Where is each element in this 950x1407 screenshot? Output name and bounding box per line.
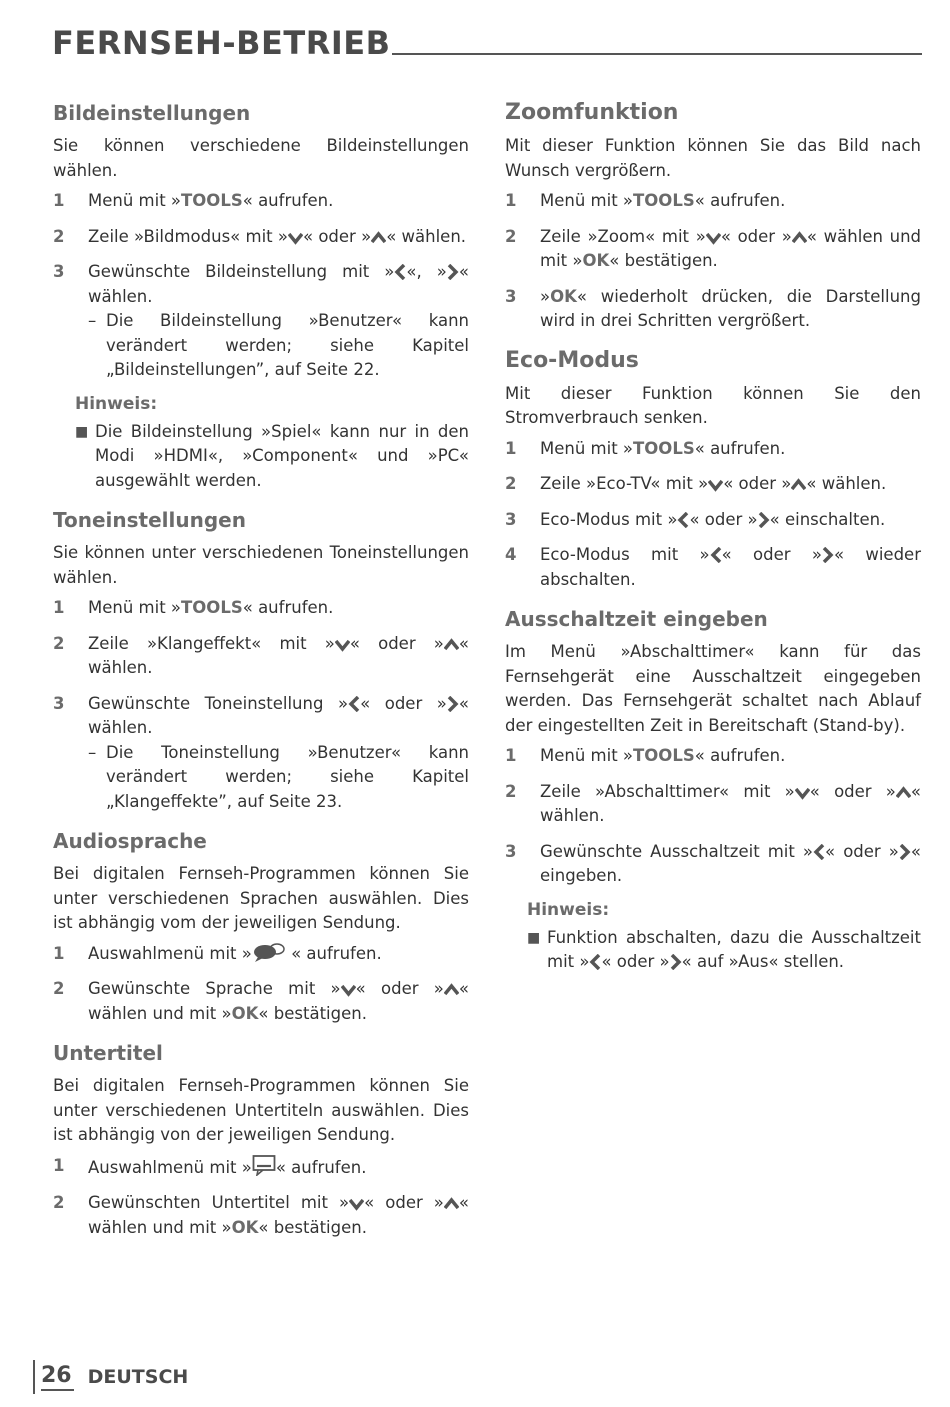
step: 4 Eco-Modus mit » « oder » « wieder abschalten. (505, 545, 921, 589)
chevron-right-icon (822, 547, 834, 563)
tools-key: TOOLS (633, 191, 695, 210)
chevron-down-icon (349, 1197, 364, 1211)
step: 2 Gewünschte Sprache mit » « oder » « wählen und mit »OK« bestätigen. (53, 979, 469, 1023)
chevron-down-icon (341, 983, 356, 997)
ok-key: OK (231, 1003, 259, 1023)
section-heading: Audiosprache (53, 829, 207, 853)
chevron-right-icon (670, 954, 682, 970)
page-header (52, 20, 922, 66)
section-untertitel (53, 1040, 469, 1240)
chevron-left-icon (348, 696, 360, 712)
chevron-down-icon (288, 231, 303, 245)
section-heading: Untertitel (53, 1041, 163, 1065)
step: 2 Zeile »Zoom« mit » « oder » « wählen und mit »OK« bestätigen. (505, 226, 922, 270)
chevron-right-icon (447, 696, 459, 712)
note: Hinweis: ■ Die Bildeinstellung »Spiel« kann nur in den Modi »HDMI«, »Component« und »PC« ausgewählt werden. (75, 392, 469, 494)
chevron-left-icon (589, 954, 601, 970)
footer-bar (33, 1360, 35, 1394)
section-heading: Zoomfunktion (505, 100, 679, 125)
square-bullet-icon: ■ (75, 423, 89, 440)
step: 1 Menü mit »TOOLS« aufrufen. (505, 438, 786, 458)
step: 2 Zeile »Eco-TV« mit » « oder » « wählen. (505, 474, 887, 493)
step: 3 Eco-Modus mit » « oder » « einschalten. (505, 509, 886, 529)
chevron-down-icon (795, 786, 810, 800)
chevron-left-icon (813, 844, 825, 860)
chevron-up-icon (444, 983, 459, 997)
section-eco-modus (505, 348, 921, 593)
section-heading: Toneinstellungen (53, 508, 246, 532)
tools-key: TOOLS (633, 746, 695, 765)
chevron-right-icon (758, 512, 770, 528)
step: 1 Menü mit »TOOLS« aufrufen. (505, 746, 786, 765)
section-intro: Sie können verschiedene Bildeinstellungen wählen. (53, 136, 469, 180)
chevron-up-icon (896, 786, 911, 800)
chevron-right-icon (899, 844, 911, 860)
right-column (505, 100, 921, 989)
note: Hinweis: ■ Funktion abschalten, dazu die Ausschaltzeit mit » « oder » « auf »Aus« stellen. (527, 898, 921, 975)
square-bullet-icon: ■ (527, 929, 541, 946)
section-intro: Bei digitalen Fernseh-Programmen können Sie unter verschiedenen Sprachen auswählen. Dies ist abhängig vom der jeweiligen Sendung. (53, 864, 469, 932)
section-intro: Bei digitalen Fernseh-Programmen können Sie unter verschiedenen Untertiteln auswählen. Dies ist abhängig von der jeweiligen Sendung. (53, 1076, 469, 1144)
step: 1 Menü mit »TOOLS« aufrufen. (505, 191, 786, 210)
step: 2 Zeile »Abschalttimer« mit » « oder » « wählen. (505, 781, 921, 825)
tools-key: TOOLS (633, 438, 695, 458)
chevron-up-icon (371, 231, 386, 245)
section-heading: Bildeinstellungen (53, 101, 251, 125)
section-ausschaltzeit (505, 606, 921, 975)
tools-key: TOOLS (181, 191, 243, 210)
section-toneinstellungen (53, 507, 469, 814)
ok-key: OK (231, 1217, 259, 1237)
section-bildeinstellungen (53, 100, 469, 493)
page-title: FERNSEH-BETRIEB (52, 20, 392, 66)
chevron-left-icon (394, 264, 406, 280)
step: 3 »OK« wiederholt drücken, die Darstellung wird in drei Schritten vergrößert. (505, 286, 921, 330)
speech-bubble-icon (252, 942, 286, 962)
chevron-left-icon (677, 512, 689, 528)
chevron-down-icon (706, 231, 721, 245)
chevron-left-icon (710, 547, 722, 563)
left-column (53, 100, 469, 1254)
step: 1 Auswahlmenü mit » « aufrufen. (53, 943, 382, 963)
step: 1 Menü mit »TOOLS« aufrufen. (53, 191, 334, 210)
ok-key: OK (582, 251, 610, 270)
note-title: Hinweis: (75, 393, 158, 414)
step: 1 Menü mit »TOOLS« aufrufen. (53, 598, 334, 617)
footer-language: DEUTSCH (87, 1366, 189, 1388)
chevron-down-icon (708, 478, 723, 492)
step: 3 Gewünschte Ausschaltzeit mit » « oder » « eingeben. (505, 841, 921, 885)
section-heading: Eco-Modus (505, 347, 639, 373)
step: 3 Gewünschte Toneinstellung » « oder » « wählen. – Die Toneinstellung »Benutzer« kann verändert werden; siehe Kapitel „Klangeffekte”, auf Seite 23. (53, 693, 469, 811)
section-intro: Mit dieser Funktion können Sie das Bild nach Wunsch vergrößern. (505, 136, 921, 180)
page-number: 26 (41, 1363, 74, 1391)
section-intro: Sie können unter verschiedenen Toneinstellungen wählen. (53, 543, 469, 587)
chevron-down-icon (335, 638, 350, 652)
chevron-up-icon (791, 478, 806, 492)
tools-key: TOOLS (181, 598, 243, 617)
subtitle-icon (252, 1154, 276, 1176)
step: 2 Gewünschten Untertitel mit » « oder » « wählen und mit »OK« bestätigen. (53, 1193, 469, 1237)
step: 1 Auswahlmenü mit » « aufrufen. (53, 1155, 367, 1177)
chevron-right-icon (447, 264, 459, 280)
step: 3 Gewünschte Bildeinstellung mit » «, » « wählen. – Die Bildeinstellung »Benutzer« kann verändert werden; siehe Kapitel „Bildeinstellungen”, auf Seite 22. (53, 262, 469, 379)
section-zoomfunktion (505, 100, 921, 334)
chevron-up-icon (444, 638, 459, 652)
chevron-up-icon (444, 1197, 459, 1211)
section-audiosprache (53, 828, 469, 1026)
step: 2 Zeile »Bildmodus« mit » « oder » « wählen. (53, 226, 467, 246)
section-intro: Im Menü »Abschalttimer« kann für das Fernsehgerät eine Ausschaltzeit eingegeben werden. Das Fernsehgerät schaltet nach Ablauf der eingestellten Zeit in Bereitschaft (Stand-by). (505, 642, 921, 735)
section-heading: Ausschaltzeit eingeben (505, 607, 768, 631)
page-footer (33, 1360, 188, 1394)
section-intro: Mit dieser Funktion können Sie den Stromverbrauch senken. (505, 383, 921, 427)
step: 2 Zeile »Klangeffekt« mit » « oder » « wählen. (53, 633, 469, 677)
chevron-up-icon (792, 231, 807, 245)
note-title: Hinweis: (527, 899, 610, 920)
ok-key: OK (550, 286, 577, 306)
